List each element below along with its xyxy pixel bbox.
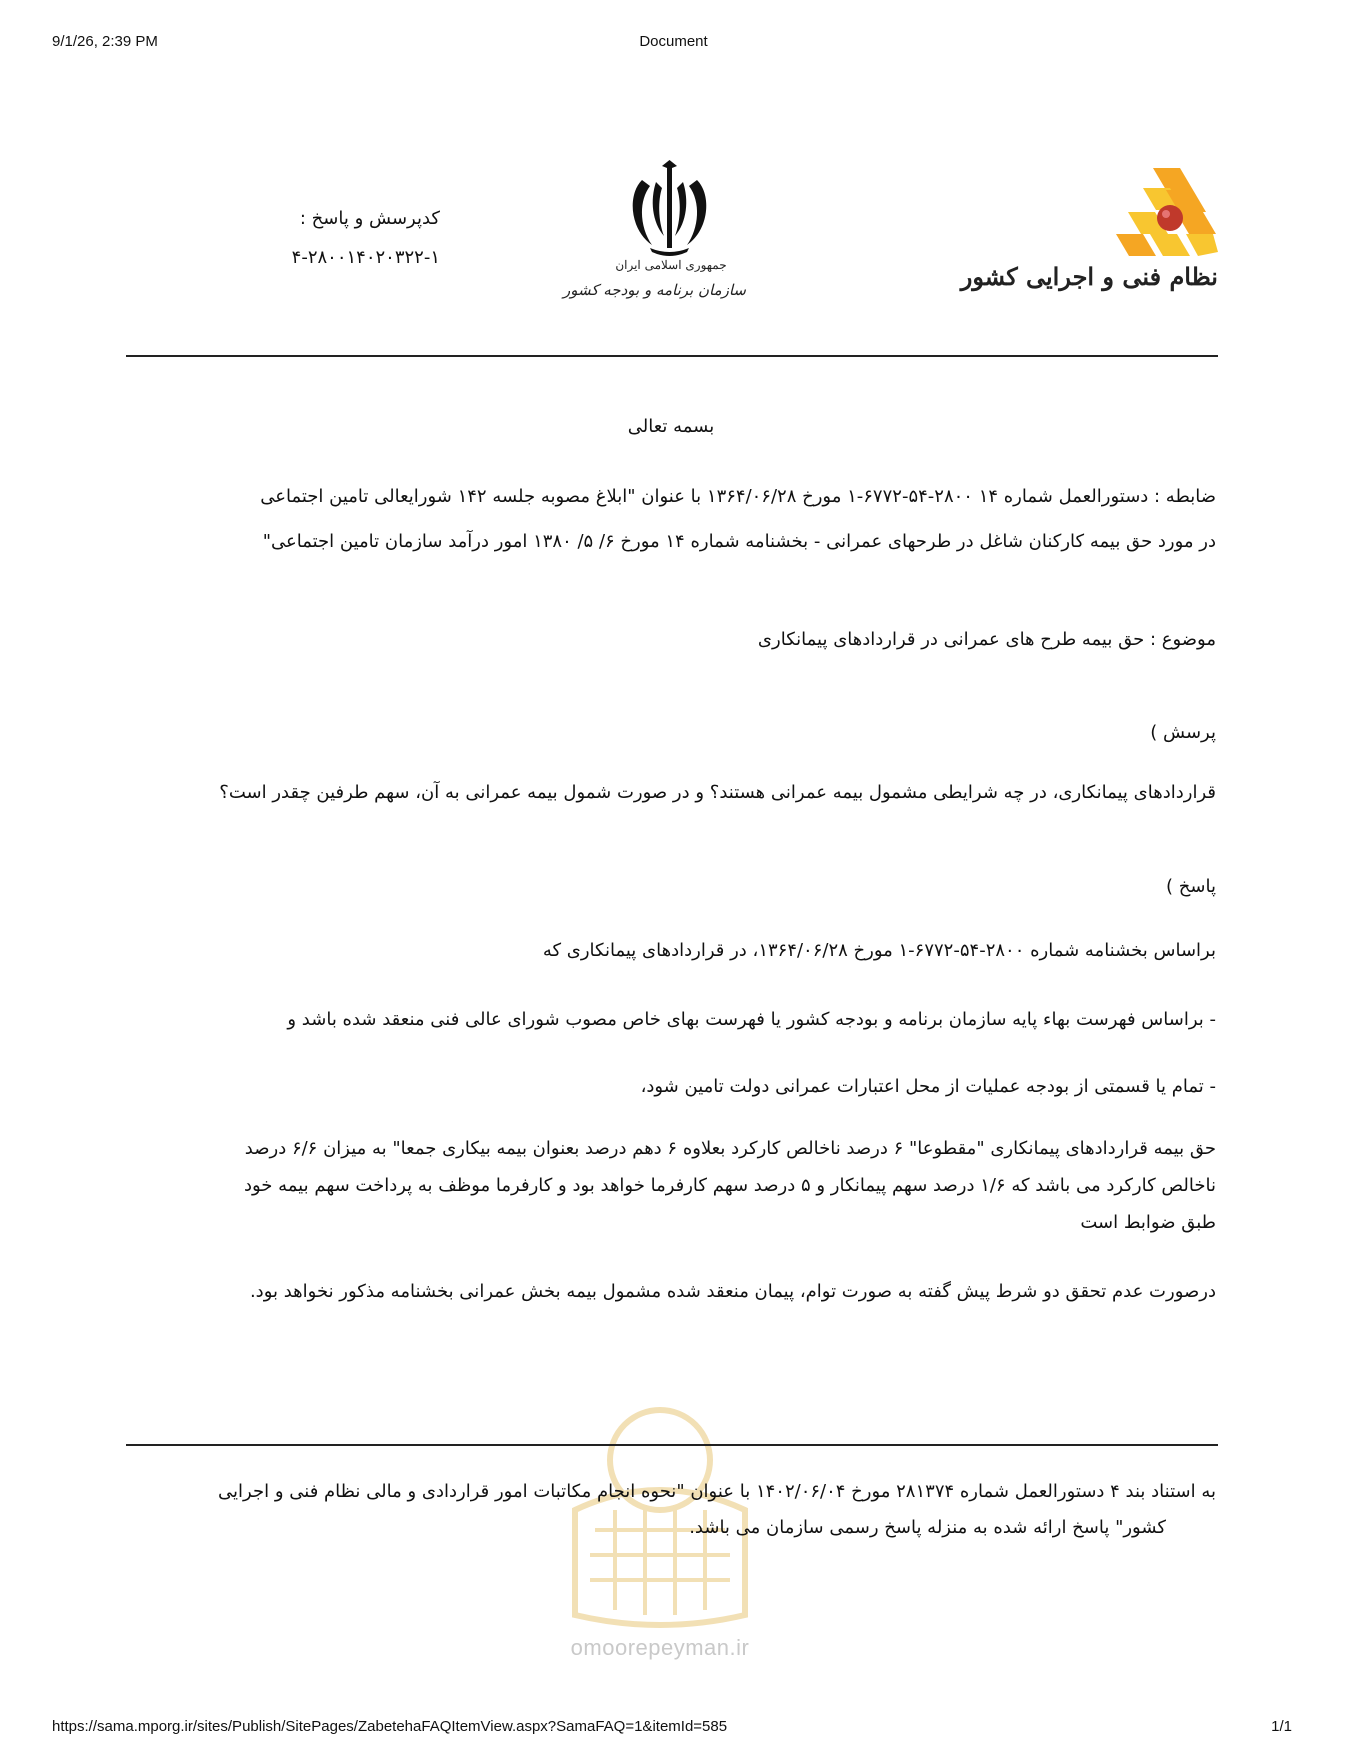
question-text: قراردادهای پیمانکاری، در چه شرایطی مشمول بیمه عمرانی هستند؟ و در صورت شمول بیمه عمرانی به آن، سهم طرفین چقدر است؟: [219, 782, 1216, 803]
footer-divider: [126, 1444, 1218, 1446]
emblem-caption-country: جمهوری اسلامی ایران: [615, 258, 727, 272]
org-logo-text: نظام فنی و اجرایی کشور: [960, 262, 1218, 291]
condition-1: - براساس فهرست بهاء پایه سازمان برنامه و بودجه کشور یا فهرست بهای خاص مصوب شورای عالی فنی منعقد شده باشد و: [287, 1009, 1216, 1030]
qa-code-value: ۴-۲۸۰۰۱۴۰۲۰۳۲۲-۱: [291, 247, 440, 268]
premium-line-2: ناخالص کارکرد می باشد که ۱/۶ درصد سهم پیمانکار و ۵ درصد سهم کارفرما خواهد بود و کارفرما موظف به پرداخت سهم بیمه خود: [243, 1175, 1216, 1196]
emblem-caption-org: سازمان برنامه و بودجه کشور: [562, 281, 746, 299]
iran-emblem-icon: [622, 160, 717, 260]
premium-line-3: طبق ضوابط است: [1080, 1212, 1216, 1233]
answer-intro: براساس بخشنامه شماره ۲۸۰۰-۵۴-۶۷۷۲-۱ مورخ ۱۳۶۴/۰۶/۲۸، در قراردادهای پیمانکاری که: [542, 940, 1216, 961]
invocation: بسمه تعالی: [627, 416, 715, 437]
print-datetime: 9/1/26, 2:39 PM: [52, 33, 158, 50]
print-footer: [0, 1718, 1347, 1748]
subject: موضوع : حق بیمه طرح های عمرانی در قراردادهای پیمانکاری: [757, 629, 1216, 650]
footnote-line-2: کشور" پاسخ ارائه شده به منزله پاسخ رسمی سازمان می باشد.: [689, 1517, 1166, 1538]
footnote-line-1: به استناد بند ۴ دستورالعمل شماره ۲۸۱۳۷۴ مورخ ۱۴۰۲/۰۶/۰۴ با عنوان "نحوه انجام مکاتبات امور قراردادی و مالی نظام فنی و اجرایی: [218, 1481, 1216, 1502]
answer-heading: پاسخ ): [1166, 876, 1216, 897]
print-url: https://sama.mporg.ir/sites/Publish/SitePages/ZabetehaFAQItemView.aspx?SamaFAQ=1&itemId=585: [52, 1718, 728, 1735]
condition-2: - تمام یا قسمتی از بودجه عملیات از محل اعتبارات عمرانی دولت تامین شود،: [640, 1076, 1216, 1097]
print-page-number: 1/1: [1271, 1718, 1292, 1735]
otherwise-note: درصورت عدم تحقق دو شرط پیش گفته به صورت توام، پیمان منعقد شده مشمول بیمه بخش عمرانی بخشنامه مذکور نخواهد بود.: [249, 1281, 1216, 1302]
print-header: [0, 33, 1347, 63]
question-heading: پرسش ): [1150, 722, 1216, 743]
rule-line-1: ضابطه : دستورالعمل شماره ۱۴ ۲۸۰۰-۵۴-۶۷۷۲-۱ مورخ ۱۳۶۴/۰۶/۲۸ با عنوان "ابلاغ مصوبه جلسه ۱۴۲ شورایعالی تامین اجتماعی: [260, 486, 1216, 507]
header-divider: [126, 355, 1218, 357]
premium-line-1: حق بیمه قراردادهای پیمانکاری "مقطوعا" ۶ درصد ناخالص کارکرد بعلاوه ۶ دهم درصد بعنوان بیمه بیکاری جمعا" به میزان ۶/۶ درصد: [244, 1138, 1216, 1159]
watermark-site: omoorepeyman.ir: [570, 1635, 750, 1660]
rule-line-2: در مورد حق بیمه کارکنان شاغل در طرحهای عمرانی - بخشنامه شماره ۱۴ مورخ ۶/ ۵/ ۱۳۸۰ امور درآمد سازمان تامین اجتماعی": [262, 531, 1216, 552]
print-title: Document: [639, 33, 708, 50]
qa-code-label: کدپرسش و پاسخ :: [299, 208, 440, 229]
